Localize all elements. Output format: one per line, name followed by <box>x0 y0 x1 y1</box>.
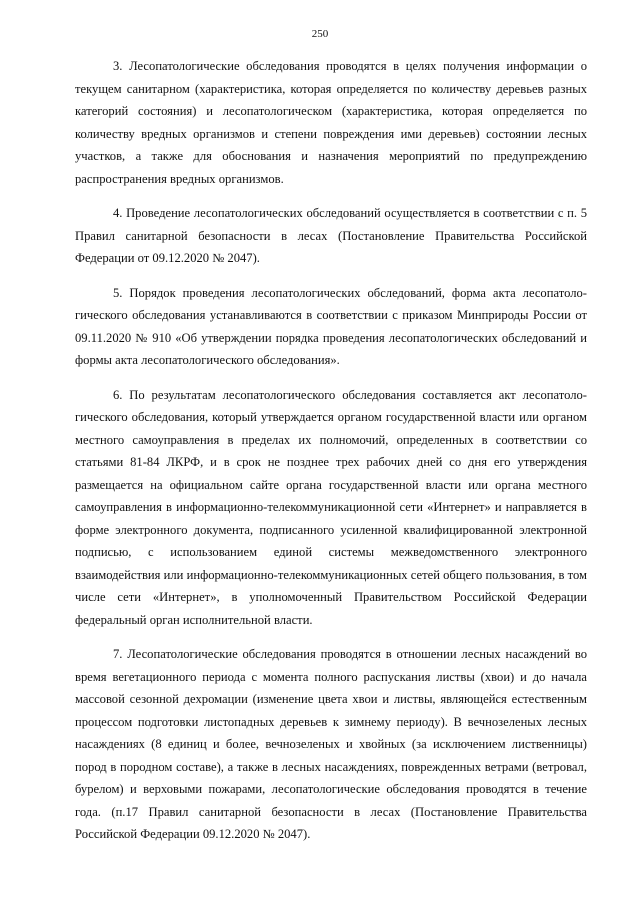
paragraph-6: 6. По результатам лесопатологического обследования составляется акт лесопатологического обследования, который утверждается органом государственной власти или органом местного самоуправления в пределах их полномочий, определенных в соответствии со статьями 81-84 ЛКРФ, и в срок не позднее трех рабочих дней со дня его утверждения размещается на официальном сайте органа государственной власти или органа местного самоуправления в информационно-телекоммуникационной сети «Интернет» и направляется в форме электронного документа, подписанного усиленной квалифицированной электронной подписью, с использованием единой системы межведомственного электронного взаимодействия или информационно-телекоммуникационных сетей общего пользования, в том числе сети «Интернет», в уполномоченный Правительством Российской Федерации федеральный орган исполнительной власти. <box>75 387 587 627</box>
paragraph-5: 5. Порядок проведения лесопатологических обследований, форма акта лесопатологического обследования устанавливаются в соответствии с приказом Минприроды России от 09.11.2020 № 910 «Об утверждении порядка проведения лесопатологических обследований и формы акта лесопатологического обследования». <box>75 285 587 367</box>
paragraph-3: 3. Лесопатологические обследования проводятся в целях получения информации о текущем санитарном (характеристика, которая определяется по количеству деревьев разных категорий состояния) и лесопатологическом (характеристика, которая определяется по количеству вредных организмов и степени повреждения ими деревьев) состоянии лесных участков, а также для обоснования и назначения мероприятий по предупреждению распространения вредных организмов. <box>75 59 587 186</box>
document-body <box>75 55 587 858</box>
paragraph-4: 4. Проведение лесопатологических обследований осуществляется в соответствии с п. 5 Правил санитарной безопасности в лесах (Постановление Правительства Российской Федерации от 09.12.2020 № 2047). <box>75 206 587 265</box>
page-number: 250 <box>311 28 329 40</box>
paragraph-7: 7. Лесопатологические обследования проводятся в отношении лесных насаждений во время вегетационного периода с момента полного распускания листвы (хвои) и до начала массовой сезонной дехромации (изменение цвета хвои и листвы, являющейся естественным процессом подготовки листопадных деревьев к зимнему периоду). В вечнозеленых лесных насаждениях (8 единиц и более, вечнозеленых и хвойных (за исключением лиственницы) пород в породном составе), а также в лесных насаждениях, поврежденных ветрами (ветровал, бурелом) и верховыми пожарами, лесопатологические обследования проводятся в течение года. (п.17 Правил санитарной безопасности в лесах (Постановление Правительства Российской Федерации 09.12.2020 № 2047). <box>75 647 587 841</box>
